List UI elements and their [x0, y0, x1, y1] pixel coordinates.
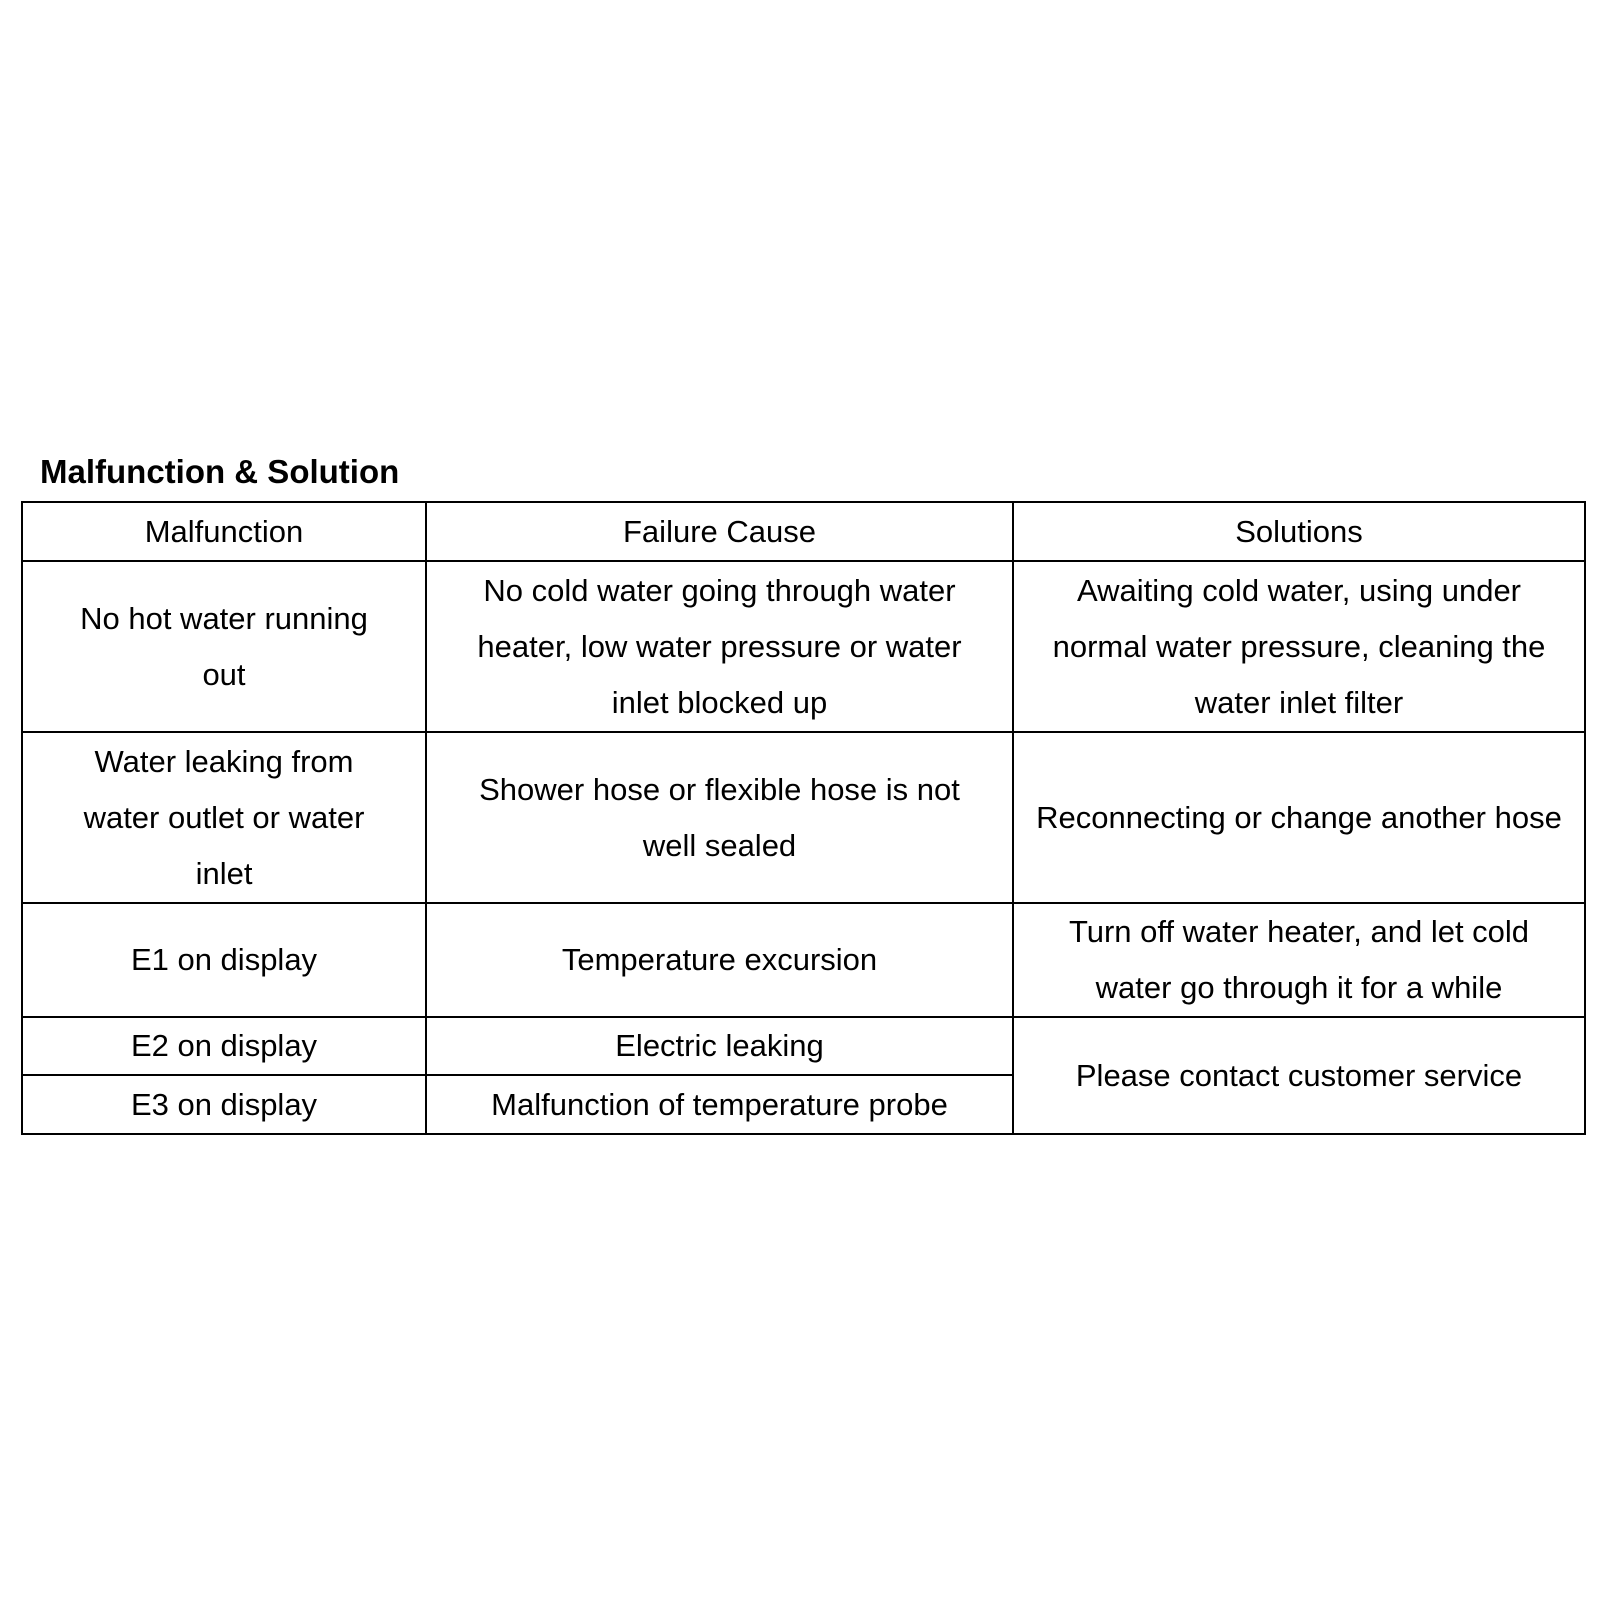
- cause-cell: No cold water going through water heater, low water pressure or water inlet blocked up: [426, 561, 1013, 732]
- header-failure-cause: Failure Cause: [426, 502, 1013, 561]
- cause-cell: Temperature excursion: [426, 903, 1013, 1017]
- solution-cell: Awaiting cold water, using under normal water pressure, cleaning the water inlet filter: [1013, 561, 1585, 732]
- malfunction-cell: E1 on display: [22, 903, 426, 1017]
- table-header-row: [22, 502, 1585, 561]
- table-row: [22, 903, 1585, 1017]
- table-title: Malfunction & Solution: [40, 453, 400, 490]
- header-malfunction: Malfunction: [22, 502, 426, 561]
- cause-cell: Electric leaking: [426, 1017, 1013, 1075]
- table-row: [22, 561, 1585, 732]
- malfunction-cell: E2 on display: [22, 1017, 426, 1075]
- malfunction-cell: Water leaking from water outlet or water inlet: [22, 732, 426, 903]
- solution-cell: Turn off water heater, and let cold water go through it for a while: [1013, 903, 1585, 1017]
- table-row: [22, 1017, 1585, 1075]
- malfunction-table: [21, 501, 1586, 1135]
- header-solutions: Solutions: [1013, 502, 1585, 561]
- malfunction-cell: E3 on display: [22, 1075, 426, 1134]
- cause-cell: Shower hose or flexible hose is not well sealed: [426, 732, 1013, 903]
- solution-cell: Reconnecting or change another hose: [1013, 732, 1585, 903]
- malfunction-cell: No hot water running out: [22, 561, 426, 732]
- table-row: [22, 732, 1585, 903]
- solution-cell-merged: Please contact customer service: [1013, 1017, 1585, 1134]
- cause-cell: Malfunction of temperature probe: [426, 1075, 1013, 1134]
